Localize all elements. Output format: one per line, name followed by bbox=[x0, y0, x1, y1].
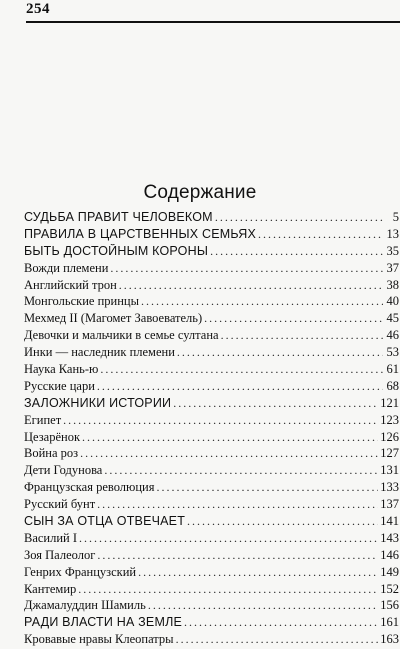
toc-entry-page: 45 bbox=[386, 311, 399, 326]
toc-chapter-entry bbox=[24, 227, 399, 244]
toc-section-entry bbox=[24, 379, 399, 396]
table-of-contents bbox=[24, 210, 399, 649]
toc-entry-page: 68 bbox=[386, 378, 399, 393]
toc-section-entry bbox=[24, 497, 399, 514]
toc-entry-page: 61 bbox=[386, 362, 399, 377]
toc-entry-title: Девочки и мальчики в семье султана bbox=[24, 328, 219, 343]
toc-entry-page: 146 bbox=[380, 547, 399, 562]
toc-entry-title: Русские цари bbox=[24, 378, 95, 393]
toc-entry-page: 149 bbox=[380, 564, 399, 579]
toc-entry-title: БЫТЬ ДОСТОЙНЫМ КОРОНЫ bbox=[24, 243, 209, 258]
toc-entry-title: Цезарёнок bbox=[24, 429, 81, 444]
toc-entry-title: Вожди племени bbox=[24, 260, 109, 275]
toc-chapter-entry bbox=[24, 615, 399, 632]
toc-entry-title: Инки — наследник племени bbox=[24, 345, 175, 360]
toc-entry-page: 156 bbox=[380, 598, 399, 613]
toc-dot-leader bbox=[148, 598, 378, 613]
toc-section-entry bbox=[24, 328, 399, 345]
toc-entry-title: Кровавые нравы Клеопатры bbox=[24, 632, 174, 647]
toc-dot-leader bbox=[258, 227, 383, 242]
toc-dot-leader bbox=[138, 565, 378, 580]
toc-entry-page: 163 bbox=[380, 632, 399, 647]
toc-dot-leader bbox=[176, 632, 379, 647]
toc-entry-title: ЗАЛОЖНИКИ ИСТОРИИ bbox=[24, 395, 172, 410]
toc-dot-leader bbox=[173, 396, 378, 411]
toc-entry-page: 152 bbox=[380, 581, 399, 596]
toc-section-entry bbox=[24, 413, 399, 430]
toc-section-entry bbox=[24, 582, 399, 599]
toc-dot-leader bbox=[97, 497, 378, 512]
toc-section-entry bbox=[24, 446, 399, 463]
toc-entry-page: 38 bbox=[386, 277, 399, 292]
toc-chapter-entry bbox=[24, 514, 399, 531]
toc-dot-leader bbox=[80, 446, 378, 461]
toc-entry-page: 53 bbox=[386, 345, 399, 360]
toc-dot-leader bbox=[221, 328, 383, 343]
toc-entry-title: Зоя Палеолог bbox=[24, 547, 96, 562]
toc-entry-title: Мехмед II (Магомет Завоеватель) bbox=[24, 311, 203, 326]
toc-entry-page: 5 bbox=[392, 210, 399, 224]
toc-entry-page: 133 bbox=[380, 480, 399, 495]
toc-entry-page: 161 bbox=[380, 615, 399, 630]
toc-section-entry bbox=[24, 362, 399, 379]
toc-dot-leader bbox=[97, 548, 378, 563]
toc-entry-title: Василий I bbox=[24, 530, 78, 545]
toc-entry-title: Наука Кань-ю bbox=[24, 362, 99, 377]
toc-entry-title: СУДЬБА ПРАВИТ ЧЕЛОВЕКОМ bbox=[24, 210, 213, 224]
toc-section-entry bbox=[24, 548, 399, 565]
toc-entry-page: 126 bbox=[380, 429, 399, 444]
toc-entry-title: РАДИ ВЛАСТИ НА ЗЕМЛЕ bbox=[24, 615, 183, 630]
toc-section-entry bbox=[24, 294, 399, 311]
page-number: 254 bbox=[26, 1, 50, 17]
toc-entry-page: 143 bbox=[380, 530, 399, 545]
toc-dot-leader bbox=[104, 463, 378, 478]
page-header bbox=[26, 0, 400, 23]
toc-dot-leader bbox=[82, 430, 378, 445]
toc-dot-leader bbox=[97, 379, 383, 394]
toc-entry-title: Война роз bbox=[24, 446, 79, 461]
toc-dot-leader bbox=[157, 480, 379, 495]
toc-dot-leader bbox=[79, 531, 378, 546]
toc-entry-page: 121 bbox=[380, 395, 399, 410]
toc-entry-page: 127 bbox=[380, 446, 399, 461]
toc-section-entry bbox=[24, 480, 399, 497]
toc-title: Содержание bbox=[143, 182, 257, 203]
toc-section-entry bbox=[24, 598, 399, 615]
toc-section-entry bbox=[24, 261, 399, 278]
toc-chapter-entry bbox=[24, 396, 399, 413]
toc-entry-page: 137 bbox=[380, 497, 399, 512]
toc-section-entry bbox=[24, 565, 399, 582]
toc-dot-leader bbox=[187, 514, 378, 529]
toc-dot-leader bbox=[215, 210, 383, 225]
toc-entry-title: Монгольские принцы bbox=[24, 294, 139, 309]
toc-chapter-entry bbox=[24, 244, 399, 261]
toc-dot-leader bbox=[100, 362, 383, 377]
toc-chapter-entry bbox=[24, 210, 399, 227]
toc-dot-leader bbox=[119, 278, 383, 293]
toc-section-entry bbox=[24, 632, 399, 649]
toc-entry-page: 35 bbox=[386, 243, 399, 258]
toc-entry-page: 40 bbox=[386, 294, 399, 309]
toc-dot-leader bbox=[78, 582, 378, 597]
toc-entry-title: Кантемир bbox=[24, 581, 77, 596]
toc-entry-title: Египет bbox=[24, 412, 62, 427]
toc-entry-title: СЫН ЗА ОТЦА ОТВЕЧАЕТ bbox=[24, 514, 186, 529]
toc-entry-page: 13 bbox=[386, 226, 399, 241]
toc-dot-leader bbox=[141, 294, 383, 309]
toc-entry-title: Дети Годунова bbox=[24, 463, 103, 478]
toc-entry-title: Джамалуддин Шамиль bbox=[24, 598, 146, 613]
toc-dot-leader bbox=[177, 345, 383, 360]
toc-dot-leader bbox=[204, 311, 383, 326]
toc-entry-page: 123 bbox=[380, 412, 399, 427]
toc-section-entry bbox=[24, 463, 399, 480]
toc-section-entry bbox=[24, 278, 399, 295]
toc-entry-page: 141 bbox=[380, 514, 399, 529]
toc-entry-title: ПРАВИЛА В ЦАРСТВЕННЫХ СЕМЬЯХ bbox=[24, 226, 256, 241]
toc-section-entry bbox=[24, 311, 399, 328]
toc-section-entry bbox=[24, 430, 399, 447]
toc-entry-page: 131 bbox=[380, 463, 399, 478]
toc-entry-page: 46 bbox=[386, 328, 399, 343]
toc-section-entry bbox=[24, 531, 399, 548]
toc-dot-leader bbox=[210, 244, 383, 259]
toc-entry-page: 37 bbox=[386, 260, 399, 275]
toc-dot-leader bbox=[184, 615, 378, 630]
toc-entry-title: Французская революция bbox=[24, 480, 155, 495]
toc-dot-leader bbox=[110, 261, 383, 276]
toc-dot-leader bbox=[63, 413, 378, 428]
toc-section-entry bbox=[24, 345, 399, 362]
toc-entry-title: Русский бунт bbox=[24, 497, 96, 512]
toc-entry-title: Генрих Французский bbox=[24, 564, 137, 579]
toc-entry-title: Английский трон bbox=[24, 277, 117, 292]
